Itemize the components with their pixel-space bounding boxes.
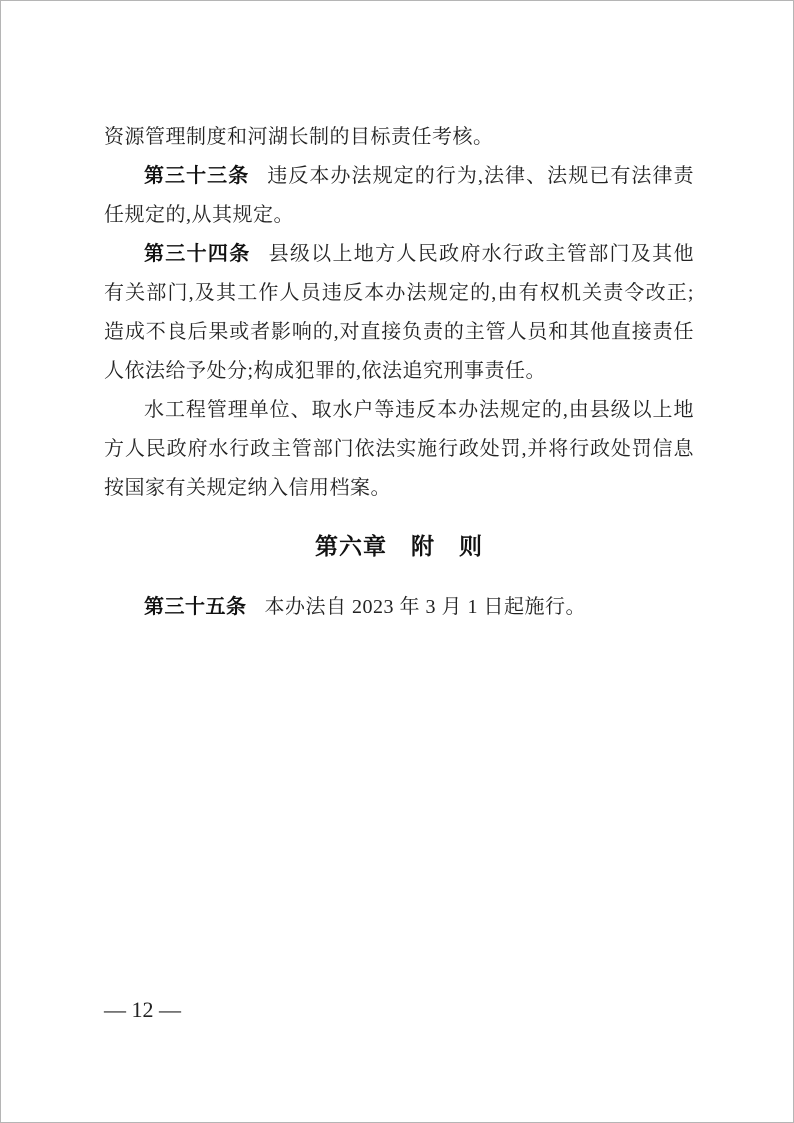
paragraph-text: 本办法自 2023 年 3 月 1 日起施行。 (264, 596, 586, 618)
chapter-6-heading: 第六章 附 则 (315, 533, 483, 559)
article-34-paragraph (104, 235, 694, 391)
paragraph-text: 水工程管理单位、取水户等违反本办法规定的,由县级以上地方人民政府水行政主管部门依法实施行政处罚,并将行政处罚信息按国家有关规定纳入信用档案。 (104, 399, 694, 499)
article-34-label: 第三十四条 (144, 243, 251, 265)
article-35-paragraph (104, 588, 694, 627)
paragraph-text: 县级以上地方人民政府水行政主管部门及其他有关部门,及其工作人员违反本办法规定的,由有权机关责令改正;造成不良后果或者影响的,对直接负责的主管人员和其他直接责任人依法给予处分;构成犯罪的,依法追究刑事责任。 (104, 243, 694, 382)
paragraph-text: 违反本办法规定的行为,法律、法规已有法律责任规定的,从其规定。 (104, 165, 695, 226)
article-33-label: 第三十三条 (144, 165, 250, 187)
document-body (104, 118, 694, 627)
article-35-label: 第三十五条 (144, 596, 247, 618)
page-number: — 12 — (104, 997, 181, 1022)
article-34-second-paragraph (104, 391, 694, 508)
article-33-paragraph (104, 157, 694, 235)
paragraph-text: 资源管理制度和河湖长制的目标责任考核。 (104, 126, 494, 148)
continuation-paragraph (104, 118, 694, 157)
